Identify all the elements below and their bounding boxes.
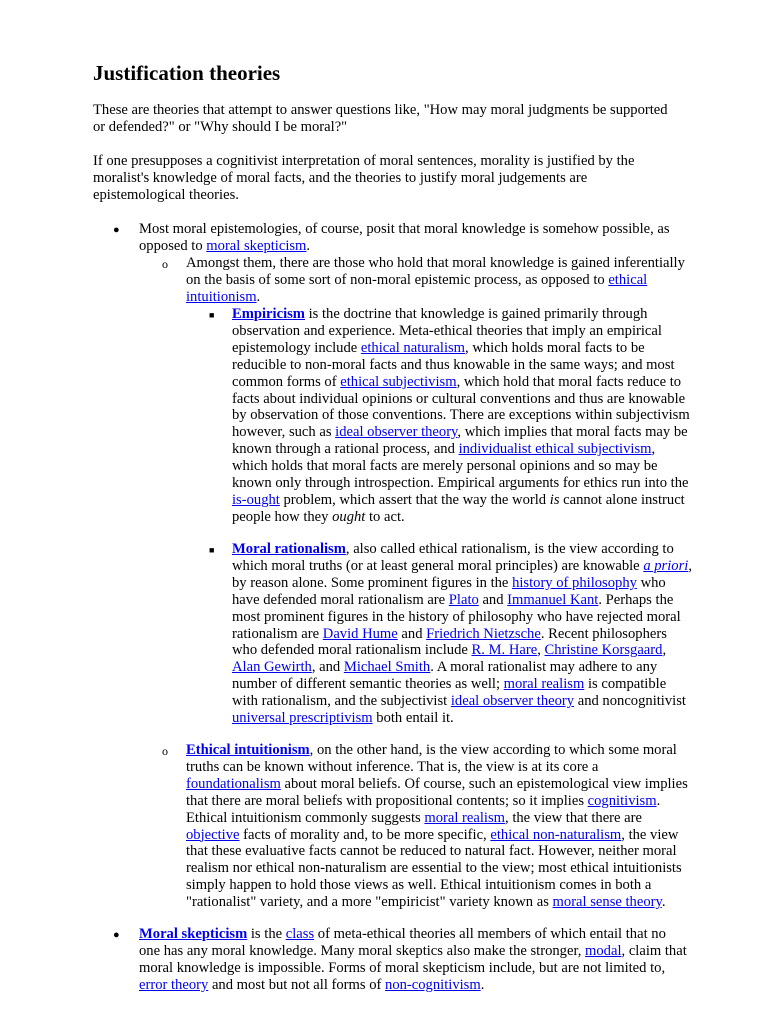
link-christine-korsgaard[interactable]: Christine Korsgaard (544, 642, 663, 659)
list-item-text: , (537, 642, 545, 659)
list-item-text: . Recent philosophers who defended moral rationalism include (232, 625, 667, 659)
link-ethical-non-naturalism[interactable]: ethical non-naturalism (490, 826, 622, 843)
list-item-text: is compatible with rationalism, and the subjectivist (232, 676, 667, 710)
list-item-text: , also called ethical rationalism, is the view according to which moral truths (or at least general moral principles) are knowable (232, 541, 674, 574)
list-item-empiricism (232, 306, 692, 526)
list-item-text: both entail it. (372, 710, 454, 727)
list-item-text: and noncognitivist (574, 693, 686, 710)
emphasis-is: is (549, 491, 560, 508)
bullet-disc-icon: ● (113, 929, 120, 941)
link-moral-skepticism-term[interactable]: Moral skepticism (139, 926, 248, 942)
link-empiricism[interactable]: Empiricism (232, 306, 305, 322)
list-item-text: . (661, 894, 666, 911)
list-item-text: . (480, 976, 485, 993)
link-ethical-intuitionism-term[interactable]: Ethical intuitionism (186, 742, 310, 758)
list-item-moral-epistemologies (139, 221, 689, 255)
link-a-priori[interactable] (643, 558, 688, 574)
link-alan-gewirth[interactable]: Alan Gewirth (232, 659, 312, 676)
bullet-circle-icon: o (162, 744, 168, 758)
link-moral-sense-theory[interactable]: moral sense theory (552, 894, 662, 911)
link-universal-prescriptivism[interactable]: universal prescriptivism (232, 710, 373, 727)
list-item-text: who have defended moral rationalism are (232, 574, 666, 608)
list-item-text: . Ethical intuitionism commonly suggests (186, 792, 661, 826)
link-ethical-subjectivism[interactable]: ethical subjectivism (340, 373, 457, 390)
list-item-text: of meta-ethical theories all members of which entail that no one has any moral knowledge. Many moral skeptics also make the stronger, (139, 926, 666, 959)
list-item-text: , which implies that moral facts may be known through a rational process, and (232, 424, 688, 458)
list-item-text: cannot alone instruct people how they (232, 491, 685, 525)
link-ideal-observer-theory[interactable]: ideal observer theory (335, 424, 458, 441)
link-modal[interactable]: modal (585, 942, 622, 959)
list-item-text: to act. (365, 508, 405, 525)
link-plato[interactable]: Plato (448, 591, 479, 608)
list-item-text: is the doctrine that knowledge is gained primarily through observation and experience. Meta-ethical theories that imply an empirical epistemology include (232, 306, 662, 356)
list-item-text: , the view that there are (505, 809, 642, 826)
link-non-cognitivism[interactable]: non-cognitivism (385, 976, 481, 993)
bullet-square-icon: ■ (209, 310, 215, 320)
list-item-text: and (478, 591, 508, 608)
link-friedrich-nietzsche[interactable]: Friedrich Nietzsche (426, 625, 541, 642)
list-item-inferential (186, 255, 696, 306)
link-ethical-intuitionism[interactable]: ethical intuitionism (186, 271, 648, 305)
link-a-priori-text: a priori (643, 557, 689, 574)
list-item-text: , and (311, 659, 344, 676)
list-item-text: and (397, 625, 427, 642)
link-immanuel-kant[interactable]: Immanuel Kant (507, 591, 599, 608)
emphasis-ought: ought (332, 508, 366, 525)
list-item-moral-skepticism (139, 926, 689, 994)
list-item-text: , by reason alone. Some prominent figures in the (232, 557, 692, 591)
link-objective[interactable]: objective (186, 826, 240, 843)
list-item-text: and most but not all forms of (208, 976, 386, 993)
link-ethical-naturalism[interactable]: ethical naturalism (360, 339, 466, 356)
list-item-text: . (306, 237, 311, 254)
intro-paragraph-1: These are theories that attempt to answer questions like, "How may moral judgments be supported or defended?" or "Why should I be moral?" (93, 102, 668, 135)
bullet-circle-icon: o (162, 257, 168, 271)
list-item-text: . Perhaps the most prominent figures in the history of philosophy who have rejected moral rationalism are (232, 591, 681, 642)
link-moral-realism[interactable]: moral realism (424, 809, 506, 826)
link-moral-realism[interactable]: moral realism (503, 676, 585, 693)
link-michael-smith[interactable]: Michael Smith (343, 659, 431, 676)
list-item-text: , which holds that moral facts are merely personal opinions and so may be known only through introspection. Empirical arguments for ethics run into the (232, 441, 689, 492)
link-individualist-ethical-subjectivism[interactable]: individualist ethical subjectivism (458, 441, 652, 458)
link-foundationalism[interactable]: foundationalism (186, 775, 281, 792)
link-rm-hare[interactable]: R. M. Hare (471, 642, 538, 659)
intro-paragraph-2: If one presupposes a cognitivist interpretation of moral sentences, morality is justified by the moralist's knowledge of moral facts, and the theories to justify moral judgements are epistemological theories. (93, 153, 635, 203)
list-item-text: Most moral epistemologies, of course, posit that moral knowledge is somehow possible, as opposed to (139, 221, 670, 254)
bullet-square-icon: ■ (209, 545, 215, 555)
link-cognitivism[interactable]: cognitivism (587, 792, 657, 809)
list-item-text: , on the other hand, is the view according to which some moral truths can be known without inference. That is, the view is at its core a (186, 742, 677, 775)
list-item-text: . A moral rationalist may adhere to any number of different semantic theories as well; (232, 659, 658, 693)
list-item-text: problem, which assert that the way the world (279, 491, 550, 508)
link-history-of-philosophy[interactable]: history of philosophy (512, 574, 637, 591)
link-moral-skepticism[interactable]: moral skepticism (206, 237, 307, 254)
link-ideal-observer-theory[interactable]: ideal observer theory (450, 693, 575, 710)
list-item-text: , which holds moral facts to be reducible to non-moral facts and thus knowable in the same ways; and most common forms of (232, 339, 675, 390)
link-david-hume[interactable]: David Hume (322, 625, 398, 642)
list-item-text: , claim that moral knowledge is impossible. Forms of moral skepticism include, but are not limited to, (139, 942, 687, 976)
list-item-text: is the (247, 926, 286, 942)
list-item-text: facts of morality and, to be more specific, (239, 826, 491, 843)
list-item-text: , (662, 642, 667, 659)
link-error-theory[interactable]: error theory (139, 976, 209, 993)
bullet-disc-icon: ● (113, 224, 120, 236)
list-item-ethical-intuitionism (186, 742, 696, 911)
link-is-ought[interactable]: is-ought (232, 491, 280, 508)
list-item-text: , the view that these evaluative facts cannot be reduced to natural fact. However, neither moral realism nor ethical non-naturalism are essential to the view; most ethical intuitionists simply happen to hold those views as well. Ethical intuitionism comes in both a "rationalist" variety, and a more "empiricist" variety known as (186, 826, 682, 911)
list-item-text: , which hold that moral facts reduce to facts about individual opinions or cultural conventions and thus are knowable by observation of those conventions. There are exceptions within subjectivism however, such as (232, 373, 690, 441)
list-item-text: Amongst them, there are those who hold that moral knowledge is gained inferentially on the basis of some sort of non-moral epistemic process, as opposed to (186, 255, 685, 288)
link-moral-rationalism[interactable]: Moral rationalism (232, 541, 346, 557)
link-class[interactable]: class (285, 926, 315, 942)
page-title: Justification theories (93, 61, 281, 85)
list-item-text: . (256, 288, 261, 305)
list-item-moral-rationalism (232, 541, 692, 727)
list-item-text: about moral beliefs. Of course, such an epistemological view implies that there are moral beliefs with propositional contents; so it implies (186, 775, 688, 809)
